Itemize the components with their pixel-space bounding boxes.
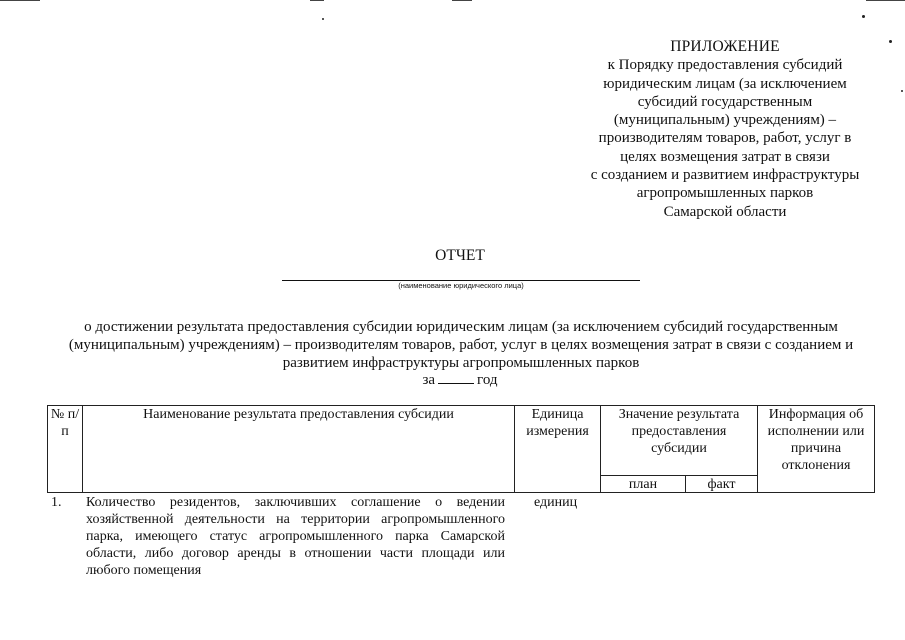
appendix-heading: ПРИЛОЖЕНИЕ [670, 38, 780, 55]
subtitle-line: развитием инфраструктуры агропромышленных парков [282, 355, 640, 371]
header-info: Информация об исполнении или причина отклонения [758, 406, 875, 493]
header-unit: Единица измерения [515, 406, 601, 493]
year-prefix: за [422, 372, 436, 388]
header-num: № п/п [48, 406, 83, 493]
appendix-line: к Порядку предоставления субсидий [607, 57, 843, 74]
appendix-block [560, 38, 890, 221]
table-header-row [48, 406, 875, 476]
scan-edge-line [452, 0, 472, 1]
appendix-line: с созданием и развитием инфраструктуры [590, 167, 860, 184]
report-subtitle [40, 318, 882, 372]
subtitle-line: о достижении результата предоставления субсидии юридическим лицам (за исключением субсидий государственным [84, 319, 838, 335]
entity-name-caption: (наименование юридического лица) [398, 281, 524, 290]
header-fact: факт [686, 476, 758, 493]
scan-edge-line [866, 0, 905, 1]
scan-speck [901, 90, 903, 92]
row-number: 1. [51, 495, 62, 510]
scan-speck [322, 18, 324, 20]
subtitle-line: (муниципальным) учреждениям) – производителям товаров, работ, услуг в целях возмещения затрат в связи с созданием и [68, 337, 854, 353]
header-value: Значение результата предоставления субсидии [601, 406, 758, 476]
scan-edge-line [0, 0, 40, 1]
year-suffix: год [477, 372, 498, 388]
results-table [47, 405, 875, 493]
header-plan: план [601, 476, 686, 493]
appendix-line: субсидий государственным [637, 93, 813, 110]
appendix-line: юридическим лицам (за исключением [603, 75, 847, 92]
appendix-line: целях возмещения затрат в связи [620, 148, 830, 165]
report-title: ОТЧЕТ [435, 247, 485, 264]
appendix-line: Самарской области [663, 203, 787, 220]
appendix-line: агропромышленных парков [636, 185, 814, 202]
report-year [360, 371, 560, 389]
header-name: Наименование результата предоставления субсидии [83, 406, 515, 493]
row-unit: единиц [534, 495, 578, 510]
scan-speck [862, 15, 865, 18]
year-blank [438, 371, 474, 384]
appendix-line: (муниципальным) учреждениям) – [613, 112, 837, 129]
row-description: Количество резидентов, заключивших соглашение о ведении хозяйственной деятельности на территории агропромышленного парка, имеющего статус агропромышленного парка Самарской области, либо договор аренды в отношении части площади или любого помещения [86, 495, 505, 578]
scan-edge-line [310, 0, 324, 1]
appendix-line: производителям товаров, работ, услуг в [598, 130, 852, 147]
